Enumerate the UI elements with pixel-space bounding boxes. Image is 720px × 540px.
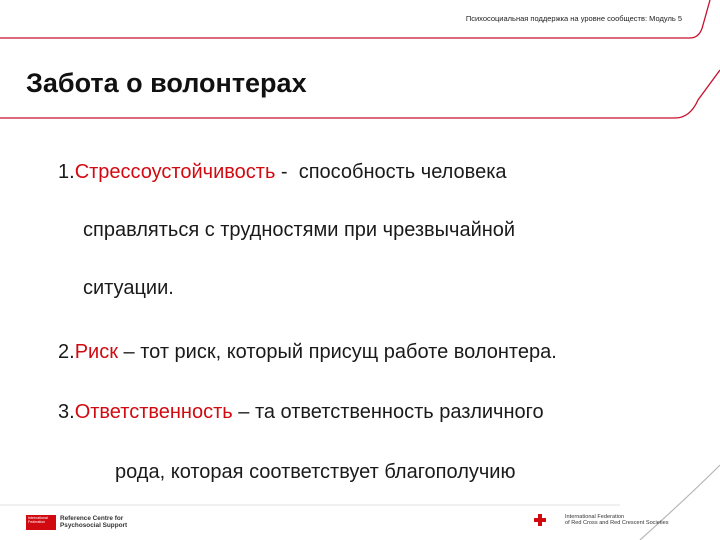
item-3-separator: – [232, 401, 255, 423]
ifrc-text-line-1: International Federation [565, 513, 625, 520]
item-1-number: 1. [58, 161, 75, 183]
red-cross-crescent-icon [533, 513, 561, 527]
item-1-term: Стрессоустойчивость [74, 161, 276, 183]
item-3-line-2: рода, которая соответствует благополучию [115, 461, 516, 483]
item-3-number: 3. [58, 401, 75, 423]
reference-centre-line-1: Reference Centre for [60, 515, 124, 522]
item-2-text-1: тот риск, который присущ работе волонтера. [140, 341, 557, 363]
item-3-text-1: та ответственность различного [254, 401, 544, 423]
module-header: Психосоциальная поддержка на уровне сообществ: Модуль 5 [465, 14, 682, 23]
item-1-separator: - [275, 161, 299, 183]
reference-centre-logo [26, 512, 127, 532]
item-1-line-1 [58, 160, 507, 184]
ifrc-red-logo-box: International Federation [26, 515, 56, 530]
item-1-line-3: ситуации. [83, 277, 174, 299]
item-2-number: 2. [58, 341, 75, 363]
ifrc-text [565, 514, 669, 527]
footer-curve-line [640, 465, 720, 540]
reference-centre-text [60, 515, 127, 529]
item-2-separator: – [117, 341, 141, 363]
item-2-term: Риск [74, 341, 118, 363]
item-1-text-1: способность человека [298, 161, 507, 183]
item-1-line-2: справляться с трудностями при чрезвычайной [83, 219, 516, 241]
slide-title: Забота о волонтерах [26, 68, 307, 98]
item-3-term: Ответственность [74, 401, 233, 423]
ifrc-text-line-2: of Red Cross and Red Crescent Societies [565, 520, 669, 526]
item-3-line-1 [58, 400, 544, 424]
item-2-line-1 [58, 340, 557, 364]
reference-centre-line-2: Psychosocial Support [60, 522, 128, 529]
ifrc-logo [533, 513, 669, 527]
